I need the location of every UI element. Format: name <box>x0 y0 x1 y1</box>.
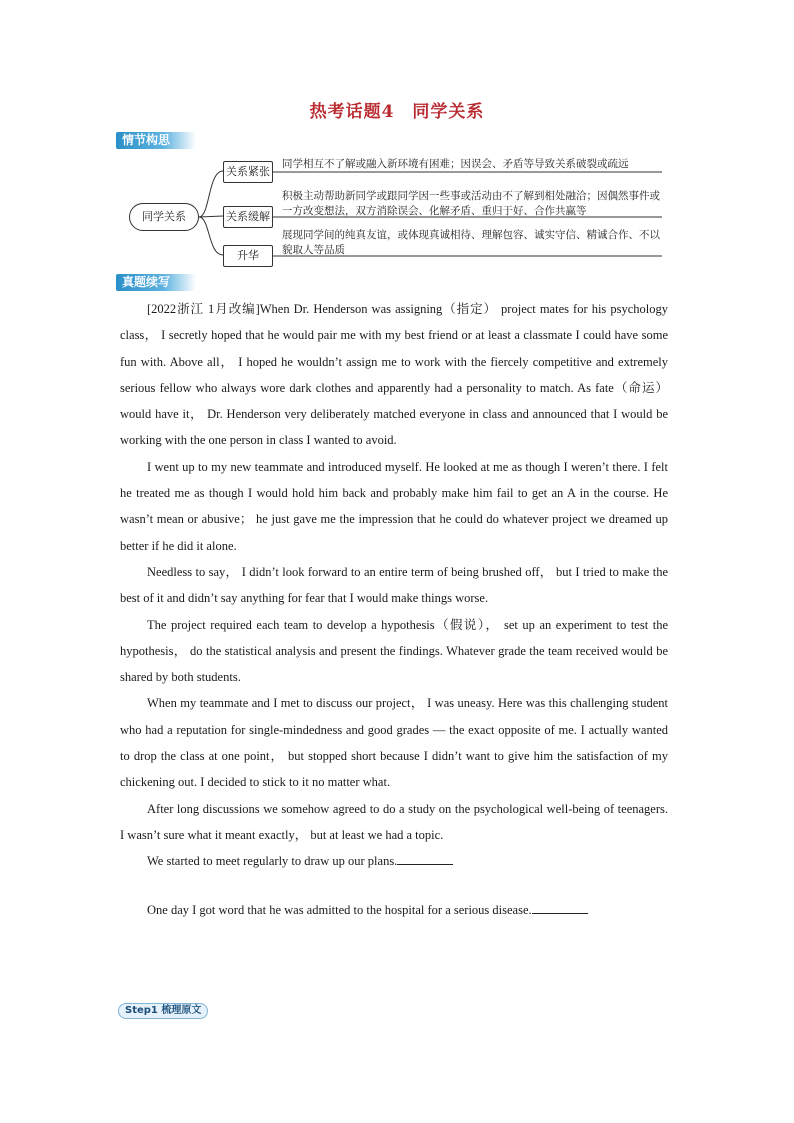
continuation-prompt <box>120 848 668 874</box>
paragraph: [2022浙江 1月改编]When Dr. Henderson was assigning（指定） project mates for his psychology class， I secretly hoped that he would pair me with my best friend or at least a classmate I could have some fun with. Above all， I hoped he wouldn’t assign me to work with the fiercely competitive and extremely serious fellow who always wore dark clothes and apparently had a personality to match. As fate（命运） would have it， Dr. Henderson very deliberately matched everyone in class and announced that I would be working with the one person in class I wanted to avoid. <box>120 302 668 448</box>
paragraph: After long discussions we somehow agreed to do a study on the psychological well-being of teenagers. I wasn’t sure what it meant exactly， but at least we had a topic. <box>120 801 668 842</box>
paragraph: The project required each team to develop a hypothesis（假说）， set up an experiment to test the hypothesis， do the statistical analysis and present the findings. Whatever grade the team received would be shared by both students. <box>120 617 668 685</box>
passage <box>120 296 668 923</box>
page-title: 热考话题4 同学关系 <box>309 102 485 122</box>
prompt-text: One day I got word that he was admitted to the hospital for a serious disease. <box>147 902 532 917</box>
step-tag: Step1 梳理原文 <box>118 1003 208 1019</box>
prompt-text: We started to meet regularly to draw up our plans. <box>147 854 398 869</box>
section-tag-real: 真题续写 <box>116 274 196 291</box>
paragraph: I went up to my new teammate and introduced myself. He looked at me as though I weren’t there. I felt he treated me as though I would hold him back and probably make him fail to get an A in the course. He wasn’t mean or abusive； he just gave me the impression that he could do whatever project we dreamed up better if he did it alone. <box>120 459 668 553</box>
mindmap-branch-sublimation: 升华 <box>223 245 273 267</box>
answer-blank[interactable] <box>397 850 453 865</box>
mindmap-branch-tense: 关系紧张 <box>223 161 273 183</box>
answer-blank[interactable] <box>532 899 588 914</box>
mindmap-branch-ease: 关系缓解 <box>223 206 273 228</box>
paragraph: When my teammate and I met to discuss our project， I was uneasy. Here was this challenging student who had a reputation for single-mindedness and good grades — the exact opposite of me. I actually wanted to drop the class at one point， but stopped short because I didn’t want to give him the satisfaction of my chickening out. I decided to stick to it no matter what. <box>120 696 668 790</box>
mindmap-root: 同学关系 <box>129 203 199 231</box>
mindmap-branch-text: 展现同学间的纯真友谊，或体现真诚相待、理解包容、诚实守信、精诚合作、不以貌取人等品质 <box>282 229 660 256</box>
section-tag-plot: 情节构思 <box>116 132 196 149</box>
paragraph: Needless to say， I didn’t look forward to an entire term of being brushed off， but I tried to make the best of it and didn’t say anything for fear that I would make things worse. <box>120 564 668 606</box>
mindmap-branch-text: 积极主动帮助新同学或跟同学因一些事或活动由不了解到相处融洽；因偶然事件或一方改变想法，双方消除误会、化解矛盾、重归于好、合作共赢等 <box>282 190 660 217</box>
continuation-prompt <box>120 897 668 923</box>
mindmap-branch-text: 同学相互不了解或融入新环境有困难；因误会、矛盾等导致关系破裂或疏远 <box>282 158 629 170</box>
